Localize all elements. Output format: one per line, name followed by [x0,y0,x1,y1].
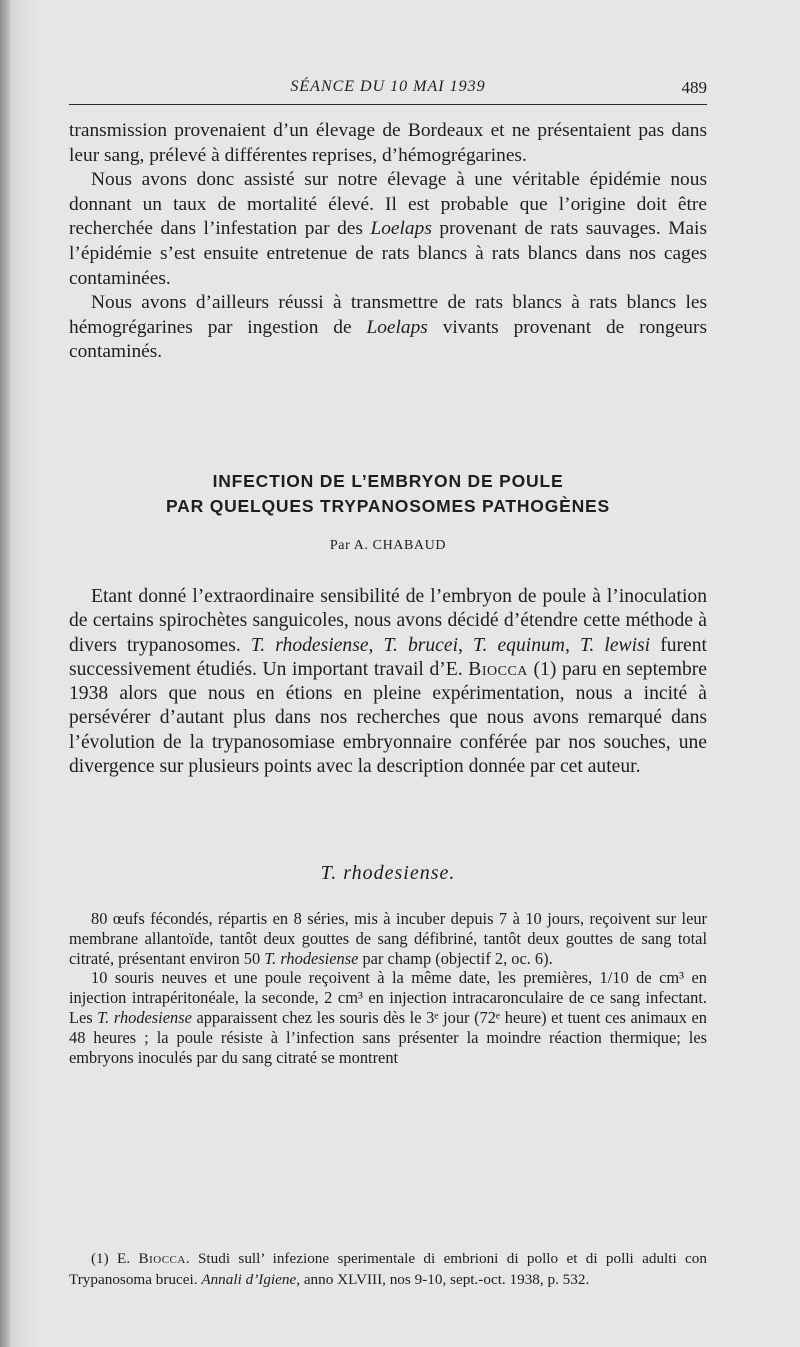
article-title [69,469,707,519]
text-run: provenant de rats sauvages. Mais l’épidémie s’est ensuite entretenue de rats blancs à rats blancs dans nos cages contaminées. [69,218,707,289]
text-run: apparaissent chez les souris dès le 3ᵉ jour (72ᵉ heure) et tuent ces animaux en 48 heures ; la poule résiste à l’infection sans présenter la moindre réaction thermique; les embryons inoculés par du sang citraté se montrent [69,1007,708,1067]
page-number: 489 [681,78,707,97]
page-header [69,74,707,105]
author-name: CHABAUD [372,538,447,553]
paragraph [69,291,707,365]
italic-term: T. rhodesiense [264,948,359,968]
text-run: (1) E. [91,1250,139,1267]
paragraph [69,585,707,779]
article-introduction [69,585,707,779]
text-run: , [458,634,474,656]
title-line: INFECTION DE L’EMBRYON DE POULE [212,471,564,491]
paragraph [69,168,707,291]
running-head: SÉANCE DU 10 MAI 1939 [290,78,486,95]
previous-article-conclusion [69,119,707,365]
text-run: , anno XLVIII, nos 9-10, sept.-oct. 1938, p. 532. [296,1270,590,1288]
footnote [69,1249,707,1290]
text-run: , [368,634,384,656]
text-run: (1) paru en septembre 1938 alors que nous en étions en pleine expérimentation, nous a incité à persévérer d’autant plus dans nos recherches que nous avons remarqué dans l’évolution de la trypanosomiase embryonnaire conférée par nos souches, une divergence sur plusieurs points avec la description donnée par cet auteur. [69,658,707,778]
paragraph [69,119,707,168]
section-heading: T. rhodesiense. [320,862,456,884]
text-run: par champ (objectif 2, oc. 6). [358,948,553,968]
title-line: PAR QUELQUES TRYPANOSOMES PATHOGÈNES [166,496,610,516]
author-prefix: Par A. [329,538,373,553]
section-body [69,909,707,1067]
italic-term: Annali d’Igiene [201,1270,297,1288]
italic-term: Loelaps [370,218,432,240]
small-caps-name: Biocca [468,658,528,680]
text-run: . Studi sull’ infezione sperimentale di embrioni di pollo et di polli adulti con Trypanosoma brucei. [69,1250,707,1288]
text-run: Etant donné l’extraordinaire sensibilité de l’embryon de poule à l’inoculation de certains spirochètes sanguicoles, nous avons décidé d’étendre cette méthode à divers trypanosomes. [69,586,707,656]
text-run: Nous avons donc assisté sur notre élevage à une véritable épidémie nous donnant un taux de mortalité élevé. Il est probable que l’origine doit être recherchée dans l’infestation par des [69,169,707,240]
text-run: transmission provenaient d’un élevage de Bordeaux et ne présentaient pas dans leur sang, prélevé à différentes reprises, d’hémogrégarines. [69,120,707,166]
text-run: 10 souris neuves et une poule reçoivent à la même date, les premières, 1/10 de cm³ en injection intrapéritonéale, la seconde, 2 cm³ en injection intracaronculaire de ce sang infectant. Les [69,968,707,1027]
author-line [69,538,707,554]
italic-term: T. lewisi [579,634,651,656]
paragraph [69,968,707,1067]
italic-term: T. rhodesiense [250,634,369,656]
text-run: 80 œufs fécondés, répartis en 8 séries, mis à incuber depuis 7 à 10 jours, reçoivent sur leur membrane allantoïde, tantôt deux gouttes de sang défibriné, tantôt deux gouttes de sang total citraté, présentant environ 50 [69,909,707,968]
italic-term: T. brucei [383,634,459,656]
text-run: furent successivement étudiés. Un important travail d’E. [69,634,707,680]
italic-term: T. equinum [473,634,565,656]
italic-term: Loelaps [366,316,428,338]
text-run: vivants provenant de rongeurs contaminés. [69,316,707,363]
paragraph [69,909,707,968]
small-caps-name: Biocca [138,1250,186,1267]
book-spine-shadow [0,0,10,1347]
text-run: , [564,634,580,656]
footnote-text [69,1249,707,1290]
italic-term: T. rhodesiense [97,1007,192,1027]
text-run: Nous avons d’ailleurs réussi à transmettre de rats blancs à rats blancs les hémogrégarines par ingestion de [69,292,707,338]
